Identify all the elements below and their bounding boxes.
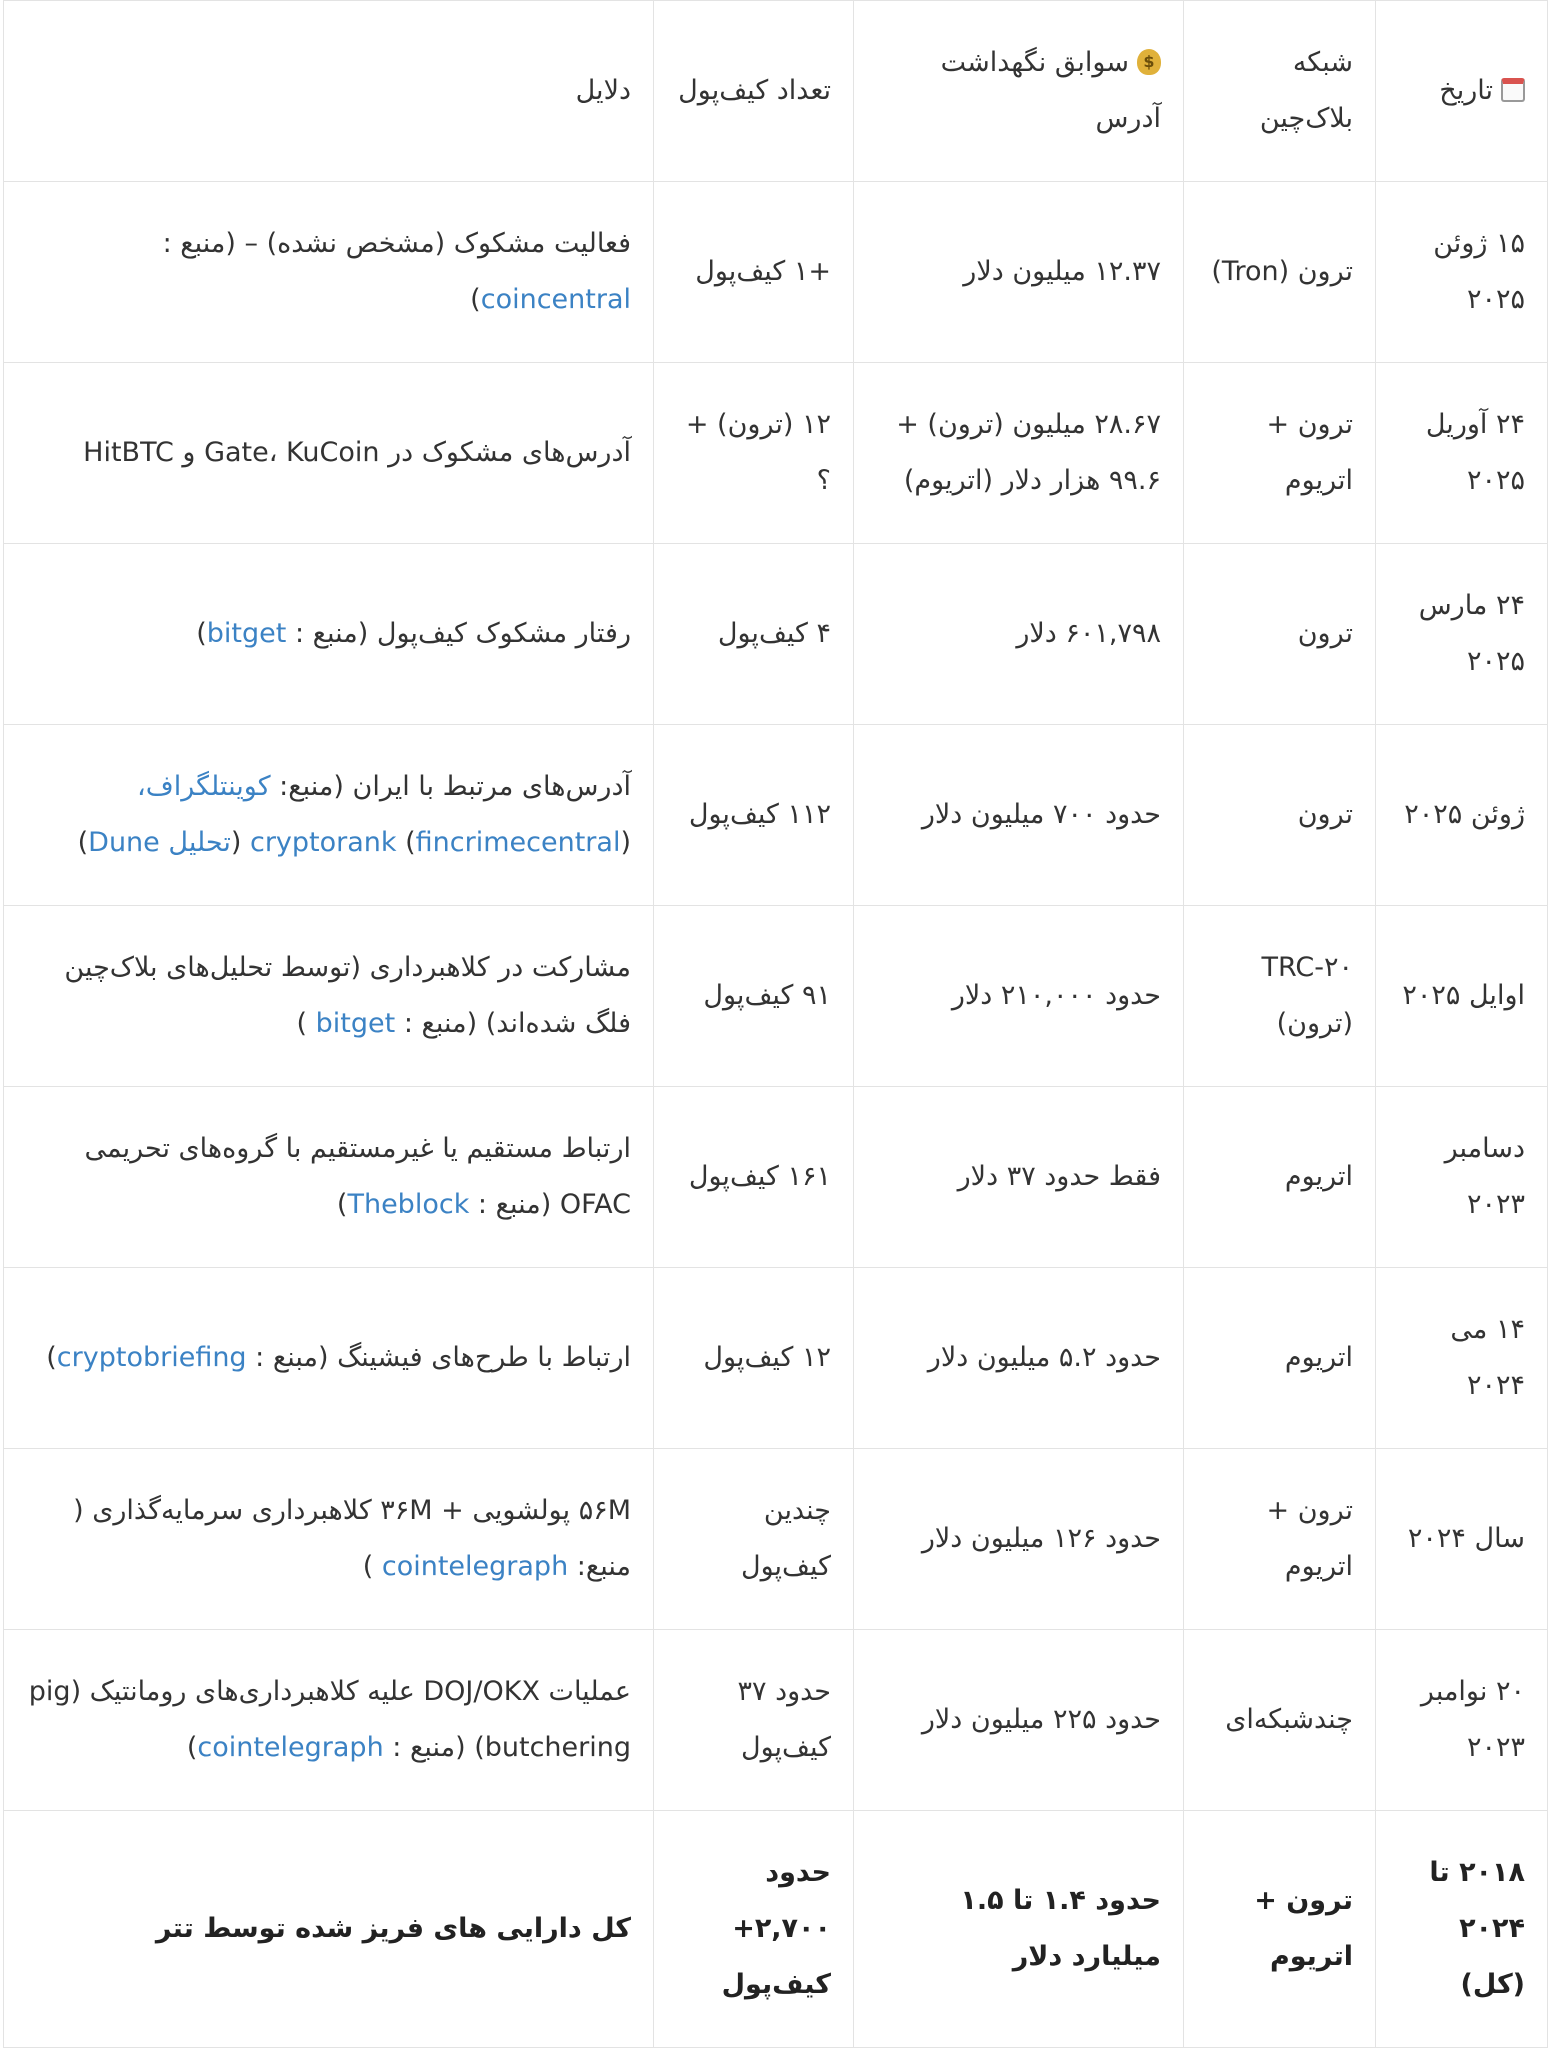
cell-date: ۱۵ ژوئن ۲۰۲۵ [1376,182,1548,363]
cell-amount: حدود ۲۲۵ میلیون دلار [854,1630,1184,1811]
cell-reasons: ۵۶M پولشویی + ۳۶M کلاهبرداری سرمایه‌گذاری ( منبع: cointelegraph ) [4,1449,654,1630]
cell-date: دسامبر ۲۰۲۳ [1376,1087,1548,1268]
cell-wallets: چندین کیف‌پول [654,1449,854,1630]
cell-reasons: رفتار مشکوک کیف‌پول (منبع : bitget) [4,544,654,725]
cell-reasons: کل دارایی های فریز شده توسط تتر [4,1811,654,2048]
cell-network: ترون + اتریوم [1184,1449,1376,1630]
table-total-row [4,1811,1548,2048]
cell-amount: ۲۸.۶۷ میلیون (ترون) + ۹۹.۶ هزار دلار (اتریوم) [854,363,1184,544]
cell-wallets: حدود ۳۷ کیف‌پول [654,1630,854,1811]
cell-wallets: ۱۶۱ کیف‌پول [654,1087,854,1268]
cell-network: چندشبکه‌ای [1184,1630,1376,1811]
cell-amount: ۱۲.۳۷ میلیون دلار [854,182,1184,363]
cell-wallets: ۱۲ کیف‌پول [654,1268,854,1449]
cell-network: اتریوم [1184,1087,1376,1268]
cell-amount: حدود ۱۲۶ میلیون دلار [854,1449,1184,1630]
cell-wallets: +۱ کیف‌پول [654,182,854,363]
table-row [4,725,1548,906]
cell-reasons: ارتباط با طرح‌های فیشینگ (مبنع : cryptobriefing) [4,1268,654,1449]
cell-network: ترون + اتریوم [1184,1811,1376,2048]
table-row [4,1630,1548,1811]
cell-network: ترون [1184,725,1376,906]
cell-amount: ۶۰۱,۷۹۸ دلار [854,544,1184,725]
source-link[interactable]: bitget [206,618,287,649]
source-link[interactable]: cryptorank [249,827,397,858]
table-row [4,363,1548,544]
cell-wallets: ۹۱ کیف‌پول [654,906,854,1087]
table-row [4,1449,1548,1630]
table-row [4,1087,1548,1268]
cell-amount: حدود ۵.۲ میلیون دلار [854,1268,1184,1449]
cell-wallets: ۴ کیف‌پول [654,544,854,725]
header-amount: $سوابق نگهداشت آدرس [854,1,1184,182]
header-date: تاریخ [1376,1,1548,182]
money-bag-icon [1137,49,1161,75]
source-link[interactable]: cointelegraph [381,1551,569,1582]
cell-date: سال ۲۰۲۴ [1376,1449,1548,1630]
cell-date: ۱۴ می ۲۰۲۴ [1376,1268,1548,1449]
cell-date: ژوئن ۲۰۲۵ [1376,725,1548,906]
cell-amount: حدود ۲۱۰,۰۰۰ دلار [854,906,1184,1087]
source-link[interactable]: تحلیل Dune [88,827,231,858]
source-link[interactable]: fincrimecentral [415,827,621,858]
cell-reasons: فعالیت مشکوک (مشخص نشده) – (منبع : coincentral) [4,182,654,363]
cell-date: اوایل ۲۰۲۵ [1376,906,1548,1087]
cell-amount: فقط حدود ۳۷ دلار [854,1087,1184,1268]
cell-date: ۲۴ آوریل ۲۰۲۵ [1376,363,1548,544]
frozen-wallets-table [3,0,1548,2048]
table-row [4,906,1548,1087]
cell-network: ترون + اتریوم [1184,363,1376,544]
table-row [4,1268,1548,1449]
cell-reasons: مشارکت در کلاهبرداری (توسط تحلیل‌های بلاک‌چین فلگ شده‌اند) (منبع : bitget ) [4,906,654,1087]
table-row [4,182,1548,363]
header-wallets: تعداد کیف‌پول [654,1,854,182]
cell-date: ۲۴ مارس ۲۰۲۵ [1376,544,1548,725]
cell-network: ترون (Tron) [1184,182,1376,363]
cell-network: ترون [1184,544,1376,725]
cell-network: TRC-۲۰ (ترون) [1184,906,1376,1087]
cell-reasons: عملیات DOJ/OKX علیه کلاهبرداری‌های رومانتیک (pig butchering) (منبع : cointelegraph) [4,1630,654,1811]
table-row [4,544,1548,725]
cell-date: ۲۰۱۸ تا ۲۰۲۴ (کل) [1376,1811,1548,2048]
source-link[interactable]: Theblock [347,1189,470,1220]
source-link[interactable]: cointelegraph [197,1732,384,1763]
cell-date: ۲۰ نوامبر ۲۰۲۳ [1376,1630,1548,1811]
cell-amount: حدود ۷۰۰ میلیون دلار [854,725,1184,906]
cell-reasons: آدرس‌های مرتبط با ایران (منبع: کوینتلگراف، cryptorank (fincrimecentral) (تحلیل Dune) [4,725,654,906]
cell-amount: حدود ۱.۴ تا ۱.۵ میلیارد دلار [854,1811,1184,2048]
header-network: شبکه بلاک‌چین [1184,1,1376,182]
cell-reasons: آدرس‌های مشکوک در Gate، KuCoin و HitBTC [4,363,654,544]
header-reasons: دلایل [4,1,654,182]
source-link[interactable]: cryptobriefing [56,1342,247,1373]
cell-reasons: ارتباط مستقیم یا غیرمستقیم با گروه‌های تحریمی OFAC (منبع : Theblock) [4,1087,654,1268]
cell-wallets: ۱۱۲ کیف‌پول [654,725,854,906]
cell-wallets: ۱۲ (ترون) + ؟ [654,363,854,544]
cell-network: اتریوم [1184,1268,1376,1449]
source-link[interactable]: کوینتلگراف، [136,771,271,802]
source-link[interactable]: bitget [315,1008,396,1039]
calendar-icon [1501,78,1525,102]
source-link[interactable]: coincentral [480,284,631,315]
table-header-row [4,1,1548,182]
cell-wallets: حدود ۲,۷۰۰+ کیف‌پول [654,1811,854,2048]
